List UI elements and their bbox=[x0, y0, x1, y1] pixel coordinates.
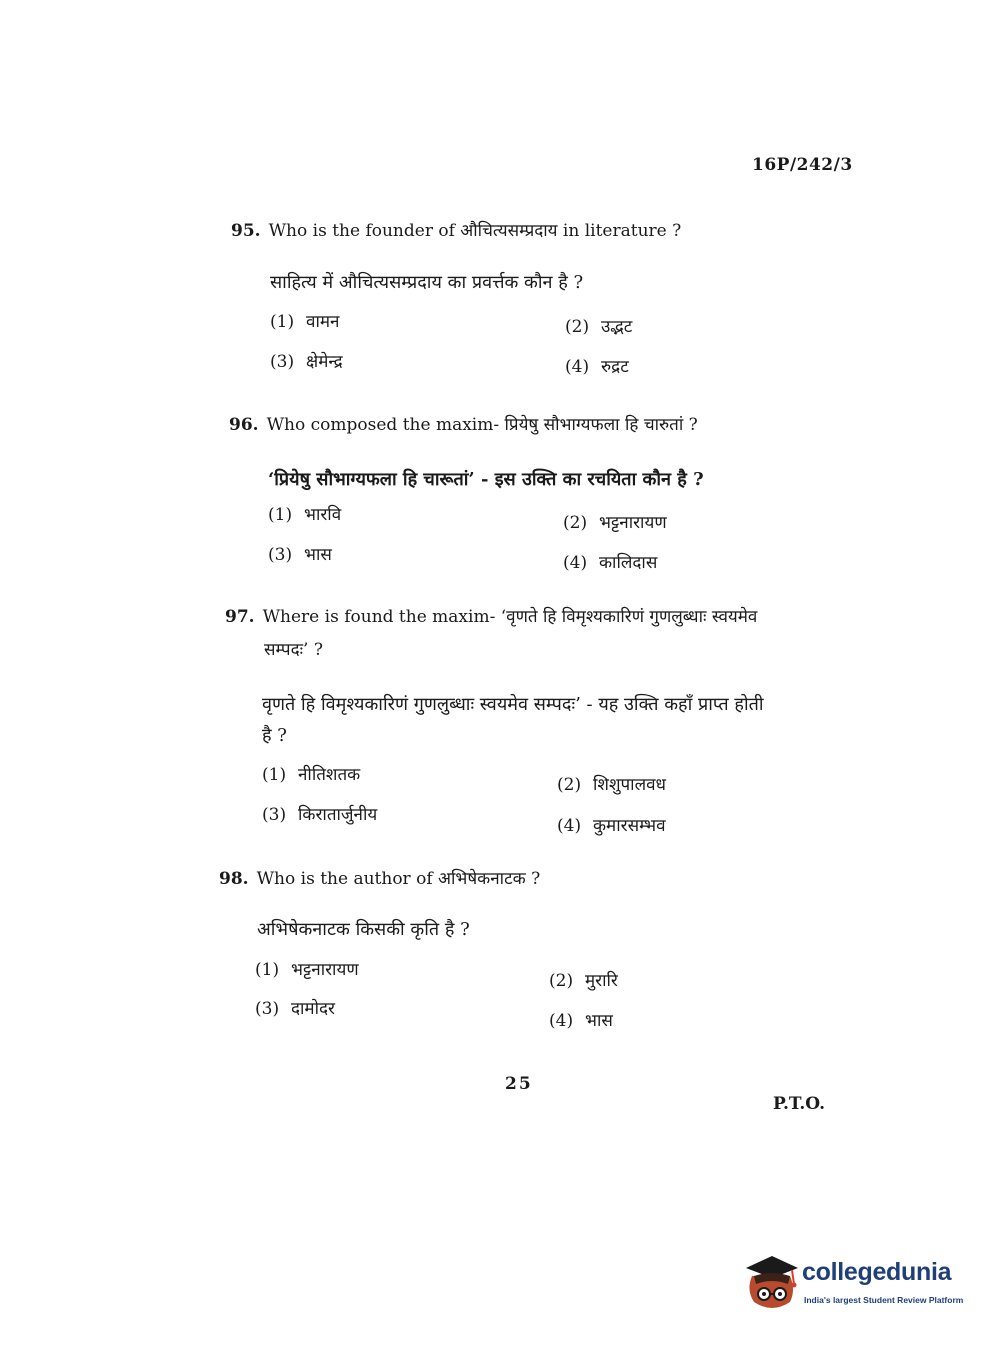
mascot-icon bbox=[742, 1250, 802, 1316]
option-2: (2) मुरारि bbox=[549, 971, 618, 991]
question-hindi: वृणते हि विमृश्यकारिणं गुणलुब्धाः स्वयमेव सम्पदः’ - यह उक्ति कहाँ प्राप्त होती bbox=[262, 694, 764, 715]
pto-label: P.T.O. bbox=[773, 1094, 825, 1114]
option-3: (3) भास bbox=[268, 545, 332, 565]
brand-tagline: India's largest Student Review Platform bbox=[804, 1295, 964, 1305]
question-english-cont: सम्पदः’ ? bbox=[264, 640, 323, 660]
question-hindi-cont: है ? bbox=[262, 725, 287, 746]
question-hindi: ‘प्रियेषु सौभाग्यफला हि चारूतां’ - इस उक्ति का रचयिता कौन है ? bbox=[268, 469, 704, 490]
question-hindi: अभिषेकनाटक किसकी कृति है ? bbox=[257, 919, 470, 940]
brand-name: collegedunia bbox=[802, 1258, 952, 1286]
option-4: (4) कुमारसम्भव bbox=[557, 816, 666, 836]
option-2: (2) भट्टनारायण bbox=[563, 513, 667, 533]
option-3: (3) किरातार्जुनीय bbox=[262, 805, 378, 825]
option-4: (4) कालिदास bbox=[563, 553, 658, 573]
option-1: (1) भारवि bbox=[268, 505, 342, 525]
option-4: (4) रुद्रट bbox=[565, 357, 629, 377]
collegedunia-watermark bbox=[742, 1250, 968, 1316]
option-1: (1) नीतिशतक bbox=[262, 765, 361, 785]
question-english: Who is the founder of औचित्यसम्प्रदाय in literature ? bbox=[268, 221, 682, 241]
question-hindi: साहित्य में औचित्यसम्प्रदाय का प्रवर्त्तक कौन है ? bbox=[270, 272, 584, 293]
question-english: Who is the author of अभिषेकनाटक ? bbox=[256, 869, 541, 889]
question-number: 96. bbox=[229, 415, 259, 435]
option-4: (4) भास bbox=[549, 1011, 613, 1031]
option-1: (1) भट्टनारायण bbox=[255, 960, 359, 980]
option-3: (3) क्षेमेन्द्र bbox=[270, 352, 343, 372]
question-english: Where is found the maxim- ‘वृणते हि विमृश्यकारिणं गुणलुब्धाः स्वयमेव bbox=[262, 607, 758, 627]
option-2: (2) उद्भट bbox=[565, 317, 633, 337]
option-2: (2) शिशुपालवध bbox=[557, 775, 667, 795]
question-number: 98. bbox=[219, 869, 249, 889]
option-1: (1) वामन bbox=[270, 312, 340, 332]
page-number: 25 bbox=[505, 1074, 533, 1094]
option-3: (3) दामोदर bbox=[255, 999, 335, 1019]
question-number: 97. bbox=[225, 607, 255, 627]
question-number: 95. bbox=[231, 221, 261, 241]
paper-code: 16P/242/3 bbox=[752, 155, 853, 175]
question-english: Who composed the maxim- प्रियेषु सौभाग्यफला हि चारुतां ? bbox=[266, 415, 698, 435]
